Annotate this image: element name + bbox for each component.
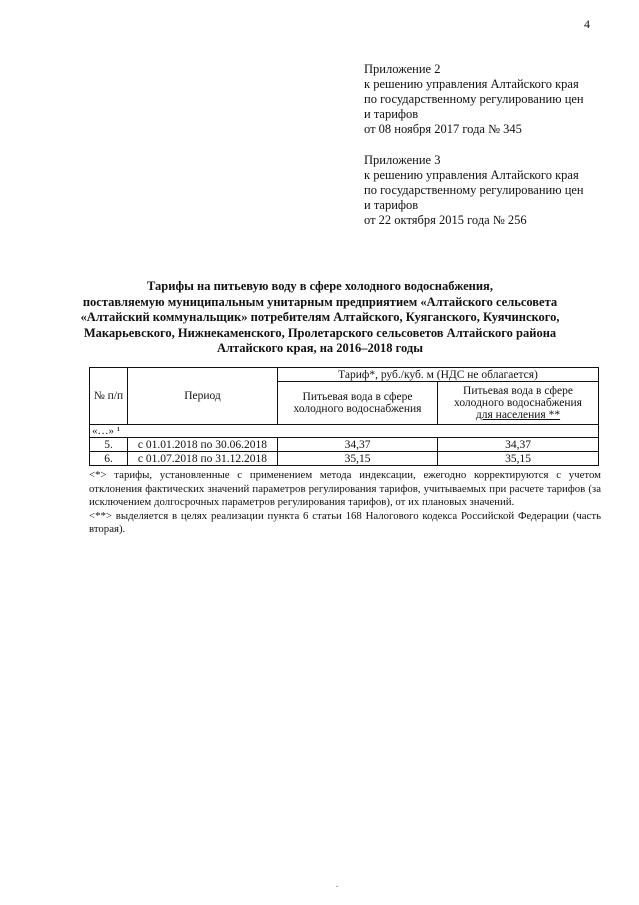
- row-num: 5.: [90, 438, 128, 452]
- row-tariff-population: 34,37: [438, 438, 599, 452]
- appendix-3-line: и тарифов: [364, 198, 419, 212]
- header-population-line: Питьевая вода в сфере: [463, 385, 573, 397]
- row-period: с 01.07.2018 по 31.12.2018: [128, 452, 278, 466]
- title-line: Алтайского края, на 2016–2018 годы: [216, 341, 424, 355]
- header-population-line: холодного водоснабжения: [454, 397, 582, 409]
- appendix-3-line: по государственному регулированию цен: [364, 183, 584, 197]
- footnote: <*> тарифы, установленные с применением метода индексации, ежегодно корректируются с учетом отклонения фактических значений параметров регулирования тарифов, учитываемых при расчете тарифов (за исключением долгосрочных параметров регулирования тарифов), от их плановых значений.: [89, 469, 601, 508]
- header-period: Период: [128, 368, 278, 425]
- appendix-2-line: Приложение 2: [364, 62, 441, 76]
- footnotes: [89, 469, 601, 537]
- header-tariff: Тариф*, руб./куб. м (НДС не облагается): [278, 368, 599, 382]
- header-population: [438, 382, 599, 425]
- appendix-2-header: [364, 62, 584, 137]
- appendix-3-line: от 22 октября 2015 года № 256: [364, 213, 527, 227]
- footnote: <**> выделяется в целях реализации пункта 6 статьи 168 Налогового кодекса Российской Федерации (часть вторая).: [89, 509, 601, 535]
- header-water: [278, 382, 438, 425]
- row-tariff: 35,15: [278, 452, 438, 466]
- header-water-line: холодного водоснабжения: [293, 403, 422, 415]
- appendix-3-line: к решению управления Алтайского края: [364, 168, 579, 182]
- appendix-2-line: и тарифов: [364, 107, 419, 121]
- header-num: № п/п: [90, 368, 128, 425]
- bottom-mark: .: [336, 880, 338, 889]
- header-population-line: для населения **: [475, 409, 561, 421]
- title-line: поставляемую муниципальным унитарным предприятием «Алтайского сельсовета: [82, 294, 558, 309]
- table-row: [90, 438, 599, 452]
- title-line: Тарифы на питьевую воду в сфере холодного водоснабжения,: [147, 279, 493, 293]
- header-water-line: Питьевая вода в сфере: [302, 391, 413, 403]
- row-tariff: 34,37: [278, 438, 438, 452]
- appendix-2-line: к решению управления Алтайского края: [364, 77, 579, 91]
- row-period: с 01.01.2018 по 30.06.2018: [128, 438, 278, 452]
- appendix-2-line: от 08 ноября 2017 года № 345: [364, 122, 522, 136]
- appendix-3-header: [364, 153, 584, 228]
- omission-marker: «…» ¹: [90, 425, 599, 438]
- table-header-row: [90, 368, 599, 382]
- table-row: [90, 452, 599, 466]
- appendix-3-line: Приложение 3: [364, 153, 441, 167]
- appendix-2-line: по государственному регулированию цен: [364, 92, 584, 106]
- row-num: 6.: [90, 452, 128, 466]
- title-line: Макарьевского, Нижнекаменского, Пролетарского сельсоветов Алтайского района: [83, 325, 557, 340]
- document-title: [30, 279, 610, 357]
- table-row: [90, 425, 599, 438]
- page-number: 4: [584, 17, 590, 31]
- row-tariff-population: 35,15: [438, 452, 599, 466]
- title-line: «Алтайский коммунальщик» потребителям Алтайского, Куяганского, Куячинского,: [80, 310, 560, 324]
- tariff-table: [89, 367, 599, 466]
